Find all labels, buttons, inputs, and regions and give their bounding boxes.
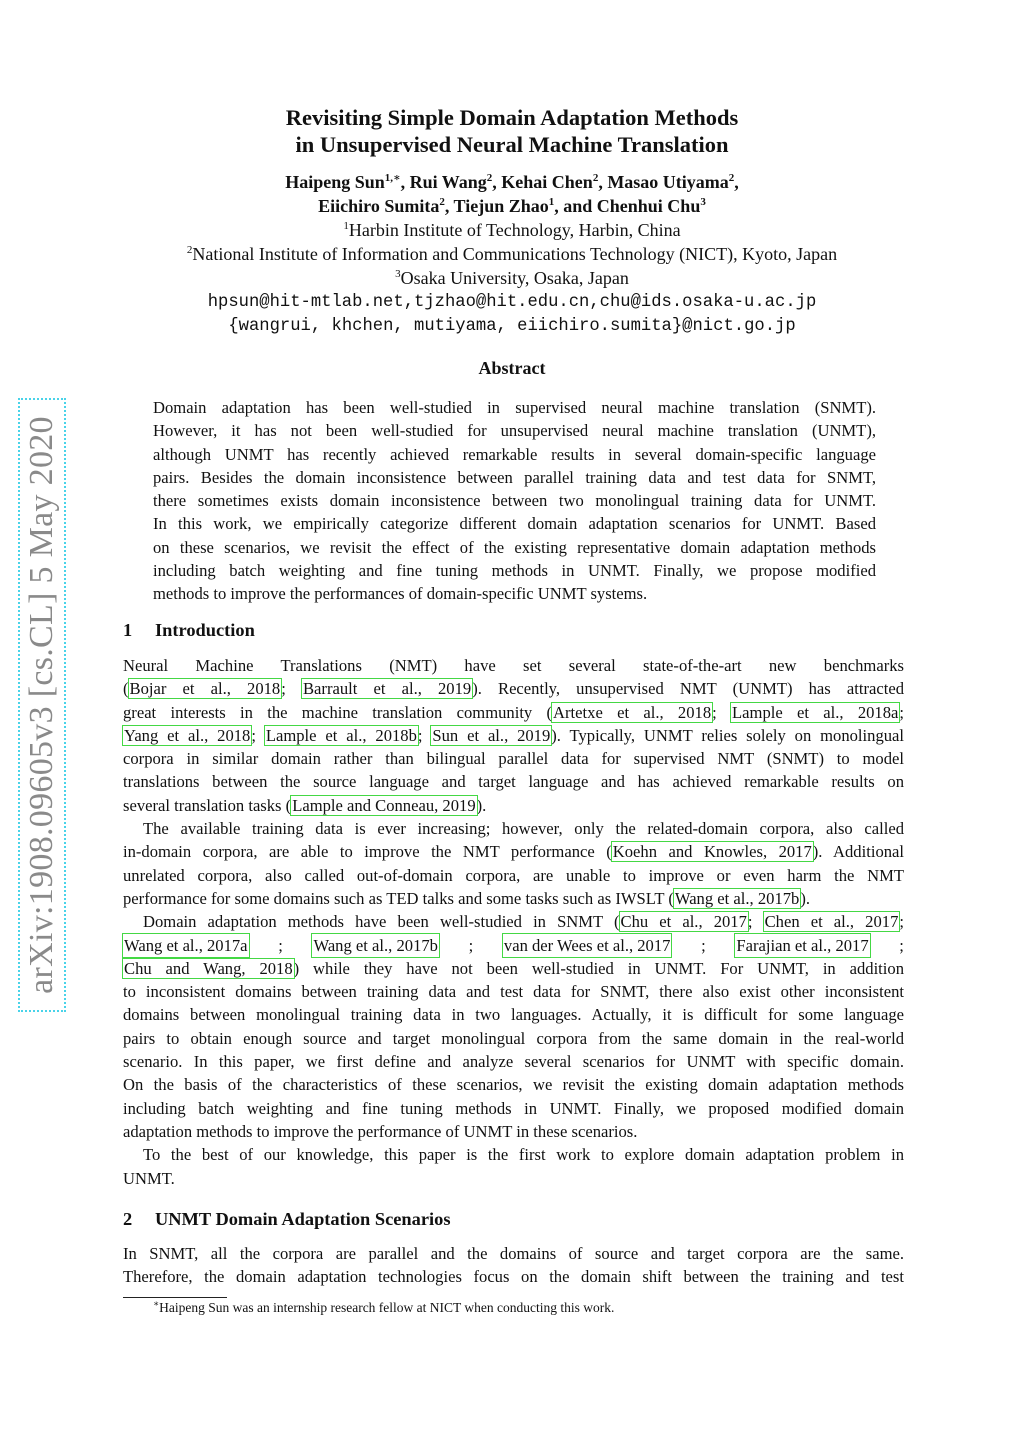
paragraph-line — [123, 1003, 904, 1026]
authors-line-2 — [0, 195, 1024, 217]
author: , Rui Wang — [400, 172, 487, 192]
author-sup: 2 — [592, 172, 599, 184]
paragraph-line — [123, 1120, 904, 1143]
text-run: several translation tasks ( — [123, 795, 292, 815]
author: , Tiejun Zhao — [444, 196, 549, 216]
affiliation-1 — [0, 219, 1024, 241]
author-sup: 2 — [728, 172, 735, 184]
citation-link[interactable]: Farajian et al., 2017 — [735, 934, 869, 957]
text-run: ; — [281, 679, 302, 699]
text-run: ). Additional — [812, 842, 905, 862]
section-2-body — [123, 1242, 904, 1289]
citation-link[interactable]: Wang et al., 2017a — [123, 934, 249, 957]
text-run: On the basis of the characteristics of these scenarios, we revisit the existing domain adaptation methods — [123, 1075, 904, 1095]
affiliation-sup: 1 — [343, 220, 349, 232]
paragraph-line — [123, 1073, 904, 1096]
paragraph-line — [123, 934, 904, 957]
citation-link[interactable]: Koehn and Knowles, 2017 — [612, 842, 812, 862]
author-sup: 2 — [439, 196, 445, 208]
footnote — [153, 1300, 614, 1316]
footnote-mark: ∗ — [153, 1298, 160, 1309]
text-run: great interests in the machine translation community ( — [123, 702, 553, 722]
affiliation-2 — [0, 243, 1024, 265]
citation-link[interactable]: Lample et al., 2018a — [732, 702, 899, 722]
authors-line-1 — [0, 171, 1024, 193]
text-run: scenario. In this paper, we first define and analyze several scenarios for UNMT with specific domain. — [123, 1052, 904, 1072]
paragraph-line — [123, 654, 904, 677]
text-run: In SNMT, all the corpora are parallel and the domains of source and target corpora are the same. — [123, 1244, 904, 1263]
affiliation-text: Harbin Institute of Technology, Harbin, China — [348, 220, 681, 240]
footnote-text: Haipeng Sun was an internship research fellow at NICT when conducting this work. — [159, 1300, 615, 1315]
paragraph-line — [123, 1143, 904, 1166]
abstract-line: methods to improve the performances of domain-specific UNMT systems. — [153, 584, 648, 604]
section-heading-scenarios — [123, 1208, 450, 1230]
text-run: pairs to obtain enough source and target monolingual corpora from the same domain in the real-world — [123, 1028, 904, 1048]
citation-link[interactable]: Artetxe et al., 2018 — [553, 702, 712, 722]
text-run: in-domain corpora, are able to improve the NMT performance ( — [123, 842, 612, 862]
author-sup: 3 — [700, 196, 706, 208]
citation-link[interactable]: Chu et al., 2017 — [620, 912, 747, 932]
author-sup: 2 — [486, 172, 493, 184]
text-run: unrelated corpora, also called out-of-domain corpora, are unable to improve or even harm the NMT — [123, 865, 904, 885]
abstract-line: including batch weighting and fine tuning methods in UNMT. Finally, we propose modified — [153, 561, 876, 581]
author: , and Chenhui Chu — [554, 196, 701, 216]
citation-link[interactable]: Sun et al., 2019 — [432, 725, 551, 745]
paper-title-line-1: Revisiting Simple Domain Adaptation Methods — [285, 105, 739, 130]
section-heading-introduction — [123, 619, 255, 641]
paper-title-line-2: in Unsupervised Neural Machine Translation — [295, 132, 729, 157]
affiliation-sup: 3 — [395, 268, 401, 280]
text-run: Neural Machine Translations (NMT) have set several state-of-the-art new benchmarks — [123, 656, 904, 675]
abstract-line: pairs. Besides the domain inconsistence between parallel training data and test data for SNMT, — [153, 467, 876, 487]
author-sup: 1,∗ — [384, 172, 401, 184]
abstract-body — [153, 396, 876, 606]
author: Haipeng Sun — [285, 172, 385, 192]
text-run: UNMT. — [123, 1168, 175, 1188]
text-run: ; — [899, 935, 904, 955]
paragraph-line — [123, 1167, 904, 1190]
text-run: ; — [899, 912, 904, 932]
text-run: domains between monolingual training data in two languages. Actually, it is difficult for some language — [123, 1005, 904, 1025]
citation-link[interactable]: Barrault et al., 2019 — [302, 679, 472, 699]
author-sup: 1 — [548, 196, 555, 208]
abstract-line: In this work, we empirically categorize different domain adaptation scenarios for UNMT. Based — [153, 514, 876, 534]
abstract-heading: Abstract — [478, 358, 546, 378]
author: , Kehai Chen — [492, 172, 593, 192]
paragraph-line — [123, 794, 904, 817]
paragraph-line — [123, 864, 904, 887]
text-run: ; — [468, 935, 474, 955]
author-separator: , — [734, 172, 739, 192]
paragraph-line — [123, 957, 904, 980]
text-run: Therefore, the domain adaptation technologies focus on the domain shift between the training and test — [123, 1267, 904, 1287]
text-run: ). Typically, UNMT relies solely on monolingual — [551, 725, 905, 745]
text-run: ; — [712, 702, 732, 722]
abstract-line: there sometimes exists domain inconsistence between two monolingual training data for UNMT. — [153, 491, 876, 511]
paragraph-line — [123, 1097, 904, 1120]
text-run: ). Recently, unsupervised NMT (UNMT) has attracted — [472, 679, 904, 699]
paragraph-line — [123, 910, 904, 933]
affiliation-text: National Institute of Information and Communications Technology (NICT), Kyoto, Japan — [192, 244, 838, 264]
paragraph-line — [123, 770, 904, 793]
affiliation-sup: 2 — [186, 244, 193, 256]
paragraph-line — [123, 1242, 904, 1265]
section-title: UNMT Domain Adaptation Scenarios — [155, 1209, 451, 1229]
paragraph-line — [123, 701, 904, 724]
introduction-body — [123, 654, 904, 1190]
paragraph-line — [123, 840, 904, 863]
text-run: performance for some domains such as TED talks and some tasks such as IWSLT ( — [123, 888, 674, 908]
citation-link[interactable]: Wang et al., 2017b — [674, 888, 800, 908]
text-run: translations between the source language and target language and has achieved remarkable results on — [123, 772, 904, 792]
citation-link[interactable]: Chen et al., 2017 — [764, 912, 899, 932]
author: , Masao Utiyama — [598, 172, 729, 192]
text-run: adaptation methods to improve the performance of UNMT in these scenarios. — [123, 1121, 638, 1141]
citation-link[interactable]: Chu and Wang, 2018 — [124, 958, 293, 978]
abstract-line: However, it has not been well-studied for unsupervised neural machine translation (UNMT), — [153, 421, 876, 441]
text-run: ; — [899, 702, 905, 722]
text-run: including batch weighting and fine tuning methods in UNMT. Finally, we proposed modified domain — [123, 1098, 904, 1118]
text-run: ( — [123, 679, 129, 699]
affiliation-text: Osaka University, Osaka, Japan — [400, 268, 629, 288]
section-number: 1 — [123, 620, 133, 640]
section-number: 2 — [123, 1209, 133, 1229]
paragraph-line — [123, 677, 904, 700]
text-run: The available training data is ever increasing; however, only the related-domain corpora, also called — [143, 819, 904, 839]
citation-link[interactable]: van der Wees et al., 2017 — [503, 934, 672, 957]
citation-link[interactable]: Yang et al., 2018 — [124, 725, 251, 745]
email-line-1: hpsun@hit-mtlab.net,tjzhao@hit.edu.cn,chu@ids.osaka-u.ac.jp — [207, 293, 817, 312]
paragraph-line — [123, 724, 904, 747]
text-run: To the best of our knowledge, this paper is the first work to explore domain adaptation problem in — [143, 1145, 904, 1165]
text-run: ). — [476, 795, 487, 815]
abstract-line: on these scenarios, we revisit the effect of the existing representative domain adaptation methods — [153, 537, 876, 557]
paragraph-line — [123, 1265, 904, 1288]
citation-link[interactable]: Lample and Conneau, 2019 — [292, 795, 476, 815]
abstract-line: although UNMT has recently achieved remarkable results in several domain-specific language — [153, 444, 876, 464]
text-run: ). — [800, 888, 811, 908]
text-run: ; — [417, 725, 432, 745]
text-run: ; — [278, 935, 283, 955]
text-run: corpora in similar domain rather than bilingual parallel data for supervised NMT (SNMT) to model — [123, 749, 904, 769]
arxiv-stamp-text: arXiv:1908.09605v3 [cs.CL] 5 May 2020 — [23, 416, 60, 994]
footnote-rule — [123, 1297, 227, 1298]
text-run: to inconsistent domains between training data and test data for SNMT, there also exist other inconsistent — [123, 982, 904, 1002]
text-run: Domain adaptation methods have been well-studied in SNMT ( — [143, 912, 620, 932]
text-run: ; — [251, 725, 265, 745]
citation-link[interactable]: Bojar et al., 2018 — [129, 679, 281, 699]
affiliation-3 — [0, 267, 1024, 289]
paragraph-line — [123, 1050, 904, 1073]
paragraph-line — [123, 747, 904, 770]
section-title: Introduction — [155, 620, 255, 640]
text-run: ) while they have not been well-studied in UNMT. For UNMT, in addition — [293, 958, 904, 978]
email-line-2: {wangrui, khchen, mutiyama, eiichiro.sumita}@nict.go.jp — [228, 317, 796, 336]
text-run: ; — [747, 912, 764, 932]
citation-link[interactable]: Lample et al., 2018b — [265, 725, 417, 745]
text-run: ; — [701, 935, 706, 955]
arxiv-stamp[interactable] — [20, 400, 64, 1010]
citation-link[interactable]: Wang et al., 2017b — [312, 934, 438, 957]
paragraph-line — [123, 980, 904, 1003]
paragraph-line — [123, 817, 904, 840]
paragraph-line — [123, 887, 904, 910]
paragraph-line — [123, 1027, 904, 1050]
abstract-line: Domain adaptation has been well-studied in supervised neural machine translation (SNMT). — [153, 398, 876, 417]
author: Eiichiro Sumita — [318, 196, 440, 216]
